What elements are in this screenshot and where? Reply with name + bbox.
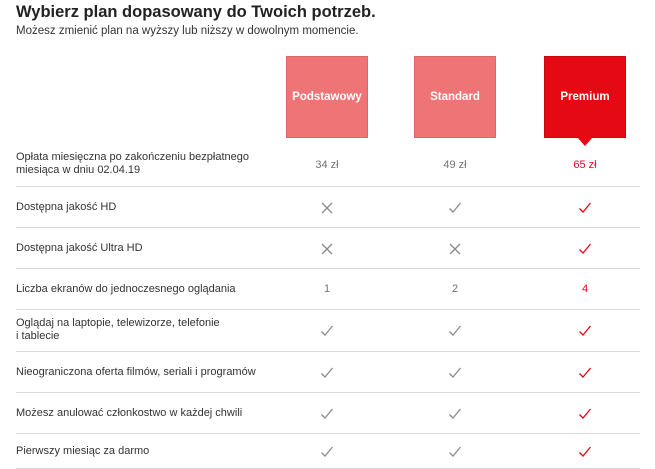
check-icon — [544, 242, 626, 256]
row-value: 2 — [451, 283, 459, 295]
row-label-line: Dostępna jakość HD — [16, 201, 117, 213]
plan-card-podstawowy[interactable] — [286, 56, 368, 138]
row-value: 1 — [323, 283, 331, 295]
row-value: 4 — [581, 283, 589, 295]
plan-card-premium[interactable] — [544, 56, 626, 138]
table-row — [16, 310, 640, 352]
row-label — [16, 366, 256, 379]
row-label-line: Nieograniczona oferta filmów, seriali i programów — [16, 366, 256, 378]
page-title: Wybierz plan dopasowany do Twoich potrzeb. — [16, 3, 376, 21]
row-label-line: Pierwszy miesiąc za darmo — [16, 445, 150, 457]
row-label — [16, 317, 220, 343]
row-label — [16, 242, 143, 255]
plan-card-label: Standard — [430, 91, 480, 103]
row-label-line: Liczba ekranów do jednoczesnego oglądania — [16, 283, 236, 295]
row-value: 34 zł — [315, 158, 339, 171]
check-icon — [544, 324, 626, 338]
cross-icon — [286, 242, 368, 256]
page-subtitle: Możesz zmienić plan na wyższy lub niższy w dowolnym momencie. — [16, 25, 359, 37]
row-value: 49 zł — [443, 158, 467, 171]
check-icon — [414, 324, 496, 338]
row-label — [16, 201, 116, 214]
row-label-line: Dostępna jakość Ultra HD — [16, 242, 143, 254]
table-row — [16, 228, 640, 269]
table-row — [16, 269, 640, 310]
check-icon — [544, 445, 626, 459]
check-icon — [414, 201, 496, 215]
check-icon — [544, 201, 626, 215]
row-label-line: Możesz anulować członkostwo w każdej chwili — [16, 407, 243, 419]
table-row — [16, 352, 640, 393]
check-icon — [286, 407, 368, 421]
check-icon — [286, 366, 368, 380]
plan-card-label: Premium — [560, 91, 610, 103]
check-icon — [414, 445, 496, 459]
cross-icon — [414, 242, 496, 256]
table-row — [16, 143, 640, 187]
row-label — [16, 151, 249, 177]
check-icon — [286, 445, 368, 459]
table-row — [16, 187, 640, 228]
check-icon — [414, 407, 496, 421]
check-icon — [544, 366, 626, 380]
plan-card-label: Podstawowy — [292, 91, 362, 103]
row-label-line: Opłata miesięczna po zakończeniu bezpłatnego — [16, 151, 249, 163]
table-row — [16, 434, 640, 469]
row-label-line: i tablecie — [16, 330, 60, 342]
check-icon — [544, 407, 626, 421]
row-value: 65 zł — [573, 158, 597, 171]
row-label-line: miesiąca w dniu 02.04.19 — [16, 164, 141, 176]
table-row — [16, 393, 640, 434]
row-label — [16, 283, 236, 296]
check-icon — [414, 366, 496, 380]
row-label — [16, 407, 242, 420]
row-label — [16, 445, 149, 458]
row-label-line: Oglądaj na laptopie, telewizorze, telefonie — [16, 317, 220, 329]
check-icon — [286, 324, 368, 338]
cross-icon — [286, 201, 368, 215]
plan-card-standard[interactable] — [414, 56, 496, 138]
